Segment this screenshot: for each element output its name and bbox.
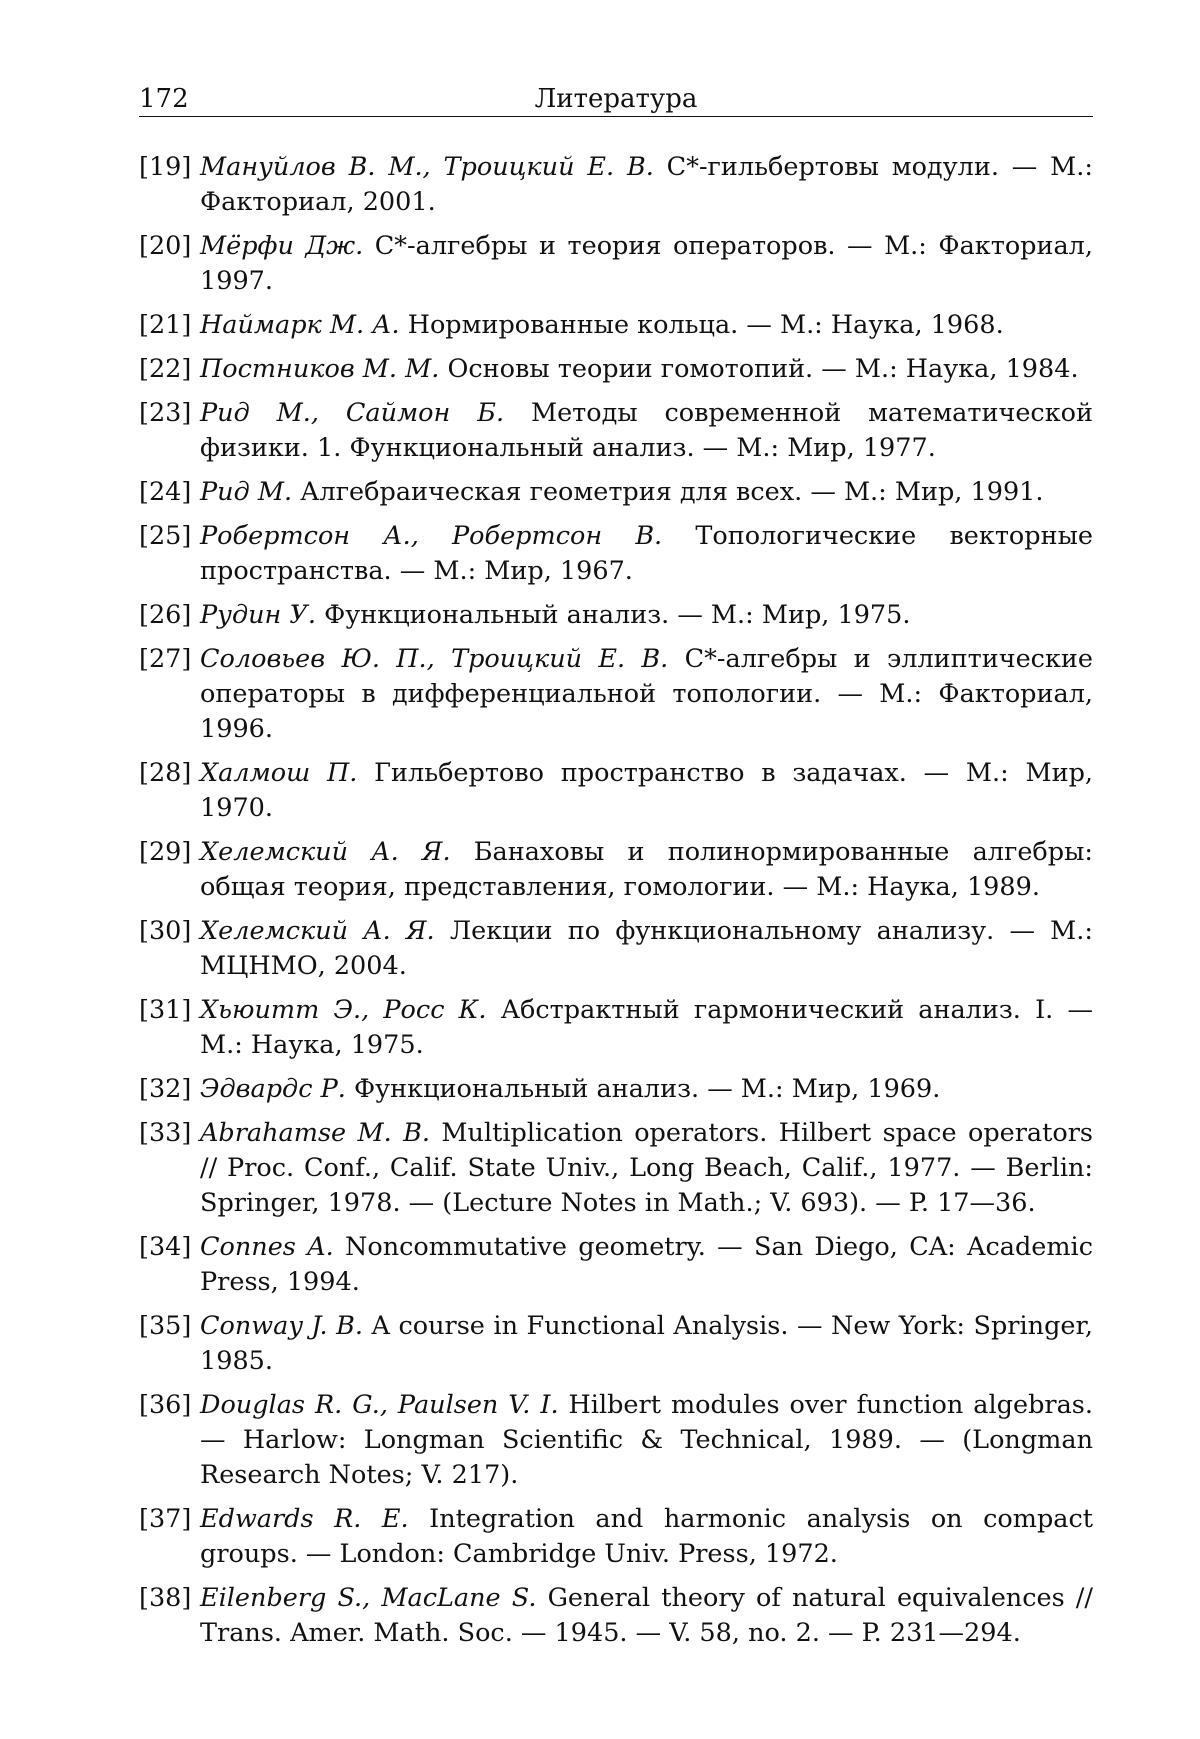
reference-text: Алгебраическая геометрия для всех. — М.: Мир, 1991.: [292, 477, 1044, 507]
running-title: Литература: [534, 84, 698, 114]
reference-authors: Хьюитт Э., Росс К.: [200, 995, 487, 1025]
reference-authors: Connes A.: [200, 1232, 334, 1262]
reference-authors: Соловьев Ю. П., Троицкий Е. В.: [200, 644, 669, 674]
reference-text: Integration and harmonic analysis on compact groups. — London: Cambridge Univ. Press, 1972.: [200, 1504, 1093, 1569]
reference-text: Методы современной математической физики. 1. Функциональный анализ. — М.: Мир, 1977.: [200, 398, 1093, 463]
reference-authors: Рид М., Саймон Б.: [200, 398, 505, 428]
reference-number: [27]: [139, 644, 192, 674]
running-head: [139, 80, 1093, 117]
reference-number: [25]: [139, 521, 192, 551]
reference-authors: Eilenberg S., MacLane S.: [200, 1583, 537, 1613]
page-number: 172: [139, 84, 189, 114]
reference-text: Лекции по функциональному анализу. — М.: МЦНМО, 2004.: [200, 916, 1093, 981]
reference-item: [139, 475, 1093, 510]
reference-item: [139, 150, 1093, 220]
reference-authors: Хелемский А. Я.: [200, 837, 451, 867]
reference-text: Топологические векторные пространства. — М.: Мир, 1967.: [200, 521, 1093, 586]
reference-number: [34]: [139, 1232, 192, 1262]
reference-item: [139, 308, 1093, 343]
reference-number: [31]: [139, 995, 192, 1025]
reference-authors: Conway J. B.: [200, 1311, 363, 1341]
reference-item: [139, 1502, 1093, 1572]
reference-item: [139, 835, 1093, 905]
reference-number: [22]: [139, 354, 192, 384]
reference-number: [36]: [139, 1390, 192, 1420]
reference-number: [24]: [139, 477, 192, 507]
reference-number: [35]: [139, 1311, 192, 1341]
reference-item: [139, 1309, 1093, 1379]
reference-item: [139, 598, 1093, 633]
reference-text: General theory of natural equivalences // Trans. Amer. Math. Soc. — 1945. — V. 58, no. 2. — P. 231—294.: [200, 1583, 1093, 1648]
reference-item: [139, 642, 1093, 747]
reference-item: [139, 352, 1093, 387]
reference-item: [139, 1230, 1093, 1300]
reference-number: [23]: [139, 398, 192, 428]
reference-authors: Хелемский А. Я.: [200, 916, 435, 946]
reference-item: [139, 1581, 1093, 1651]
reference-list: [139, 150, 1093, 1660]
reference-authors: Эдвардс Р.: [200, 1074, 346, 1104]
reference-number: [29]: [139, 837, 192, 867]
reference-item: [139, 229, 1093, 299]
reference-item: [139, 914, 1093, 984]
reference-item: [139, 1388, 1093, 1493]
reference-item: [139, 756, 1093, 826]
reference-text: A course in Functional Analysis. — New York: Springer, 1985.: [200, 1311, 1093, 1376]
reference-text: C*-алгебры и теория операторов. — М.: Факториал, 1997.: [200, 231, 1093, 296]
reference-authors: Наймарк М. А.: [200, 310, 400, 340]
reference-item: [139, 993, 1093, 1063]
reference-item: [139, 1116, 1093, 1221]
reference-number: [37]: [139, 1504, 192, 1534]
reference-item: [139, 519, 1093, 589]
reference-number: [33]: [139, 1118, 192, 1148]
reference-authors: Робертсон А., Робертсон В.: [200, 521, 663, 551]
reference-text: Основы теории гомотопий. — М.: Наука, 1984.: [439, 354, 1079, 384]
reference-text: Multiplication operators. Hilbert space operators // Proc. Conf., Calif. State Univ., Long Beach, Calif., 1977. — Berlin: Springer, 1978. — (Lecture Notes in Math.; V. 693). — P. 17—36.: [200, 1118, 1093, 1218]
reference-number: [26]: [139, 600, 192, 630]
reference-authors: Халмош П.: [200, 758, 358, 788]
reference-number: [20]: [139, 231, 192, 261]
reference-number: [30]: [139, 916, 192, 946]
reference-text: Функциональный анализ. — М.: Мир, 1969.: [345, 1074, 941, 1104]
reference-item: [139, 1072, 1093, 1107]
reference-item: [139, 396, 1093, 466]
reference-authors: Рид М.: [200, 477, 293, 507]
reference-authors: Рудин У.: [200, 600, 316, 630]
reference-text: Hilbert modules over function algebras. — Harlow: Longman Scientific & Technical, 1989. — (Longman Research Notes; V. 217).: [200, 1390, 1093, 1490]
reference-text: Гильбертово пространство в задачах. — М.: Мир, 1970.: [200, 758, 1094, 823]
reference-number: [38]: [139, 1583, 192, 1613]
reference-authors: Постников М. М.: [200, 354, 440, 384]
reference-number: [32]: [139, 1074, 192, 1104]
reference-text: C*-гильбертовы модули. — М.: Факториал, 2001.: [200, 152, 1093, 217]
reference-text: Нормированные кольца. — М.: Наука, 1968.: [399, 310, 1004, 340]
reference-authors: Мануйлов В. М., Троицкий Е. В.: [200, 152, 654, 182]
reference-number: [19]: [139, 152, 192, 182]
reference-text: Noncommutative geometry. — San Diego, CA: Academic Press, 1994.: [200, 1232, 1093, 1297]
reference-authors: Abrahamse M. B.: [200, 1118, 430, 1148]
reference-authors: Douglas R. G., Paulsen V. I.: [200, 1390, 559, 1420]
reference-text: C*-алгебры и эллиптические операторы в дифференциальной топологии. — М.: Факториал, 1996.: [200, 644, 1093, 744]
reference-text: Функциональный анализ. — М.: Мир, 1975.: [315, 600, 911, 630]
reference-number: [21]: [139, 310, 192, 340]
reference-authors: Мёрфи Дж.: [200, 231, 364, 261]
reference-authors: Edwards R. E.: [200, 1504, 409, 1534]
reference-text: Банаховы и полинормированные алгебры: общая теория, представления, гомологии. — М.: Наука, 1989.: [200, 837, 1093, 902]
reference-number: [28]: [139, 758, 192, 788]
reference-text: Абстрактный гармонический анализ. I. — М.: Наука, 1975.: [200, 995, 1093, 1060]
